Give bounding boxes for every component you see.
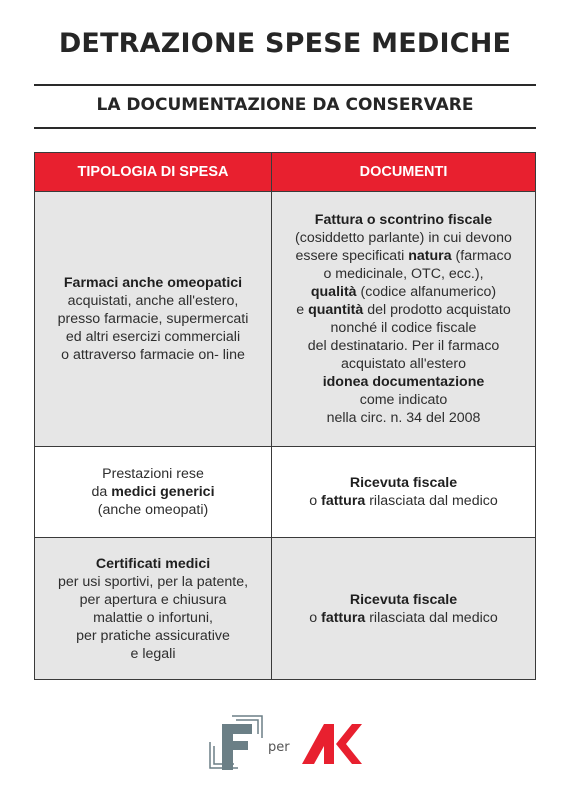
cell-line: per apertura e chiusura	[79, 591, 227, 608]
cell-bold: quantità	[308, 302, 364, 318]
cell-line: o medicinale, OTC, ecc.),	[323, 266, 484, 282]
f-logo-icon	[206, 712, 266, 774]
cell-line: e legali	[130, 645, 176, 662]
table-header-row	[35, 153, 536, 192]
cell-documenti-certificati	[272, 538, 536, 680]
cell-farmaci	[35, 192, 272, 447]
table-row	[35, 192, 536, 447]
cell-bold-title: Farmaci anche omeopatici	[63, 275, 243, 291]
cell-line: presso farmacie, supermercati	[57, 311, 249, 327]
cell-line: e	[296, 302, 309, 318]
bottom-divider	[34, 127, 536, 129]
cell-line: del destinatario. Per il farmaco	[307, 338, 500, 354]
cell-line: (codice alfanumerico)	[356, 284, 497, 300]
cell-line: o	[309, 609, 322, 626]
cell-line: o attraverso farmacie on- line	[61, 347, 245, 363]
column-header-tipologia: TIPOLOGIA DI SPESA	[35, 153, 272, 192]
cell-bold: fattura	[321, 609, 366, 626]
table-row	[35, 538, 536, 680]
cell-bold-title: Certificati medici	[95, 555, 211, 572]
cell-line: (farmaco	[451, 248, 512, 264]
cell-line: per usi sportivi, per la patente,	[57, 573, 249, 590]
cell-line: nonché il codice fiscale	[330, 320, 477, 336]
cell-bold: medici generici	[111, 484, 215, 500]
cell-prestazioni	[35, 447, 272, 538]
cell-bold: Ricevuta fiscale	[349, 591, 458, 608]
page-title: DETRAZIONE SPESE MEDICHE	[58, 28, 512, 59]
column-header-documenti: DOCUMENTI	[272, 153, 536, 192]
cell-line: rilasciata dal medico	[365, 609, 498, 626]
cell-line: malattie o infortuni,	[93, 609, 213, 626]
ak-logo-icon	[300, 722, 362, 766]
cell-line: (anche omeopati)	[97, 502, 209, 518]
cell-line: per pratiche assicurative	[76, 627, 230, 644]
cell-line: o	[309, 493, 322, 509]
page-subtitle: LA DOCUMENTAZIONE DA CONSERVARE	[96, 95, 474, 115]
documents-table	[34, 152, 536, 680]
cell-bold: natura	[408, 248, 452, 264]
cell-line: rilasciata dal medico	[365, 493, 498, 509]
cell-line: Prestazioni rese	[102, 466, 204, 482]
cell-line: nella circ. n. 34 del 2008	[326, 410, 481, 426]
cell-bold: idonea documentazione	[322, 374, 485, 390]
cell-line: del prodotto acquistato	[363, 302, 511, 318]
cell-line: essere specificati	[295, 248, 409, 264]
top-divider	[34, 84, 536, 86]
cell-line: (cosiddetto parlante) in cui devono	[295, 230, 512, 246]
cell-documenti-farmaci	[272, 192, 536, 447]
cell-line: acquistato all'estero	[341, 356, 466, 372]
cell-bold: fattura	[321, 493, 366, 509]
cell-documenti-prestazioni	[272, 447, 536, 538]
cell-line: da	[91, 484, 112, 500]
cell-line: come indicato	[359, 392, 448, 408]
cell-bold: Ricevuta fiscale	[349, 475, 458, 491]
table-row	[35, 447, 536, 538]
cell-bold: qualità	[310, 284, 357, 300]
cell-bold: Fattura o scontrino fiscale	[314, 212, 493, 228]
cell-line: acquistati, anche all'estero,	[67, 293, 239, 309]
cell-line: ed altri esercizi commerciali	[65, 329, 241, 345]
footer-connector: per	[268, 740, 290, 755]
cell-certificati	[35, 538, 272, 680]
